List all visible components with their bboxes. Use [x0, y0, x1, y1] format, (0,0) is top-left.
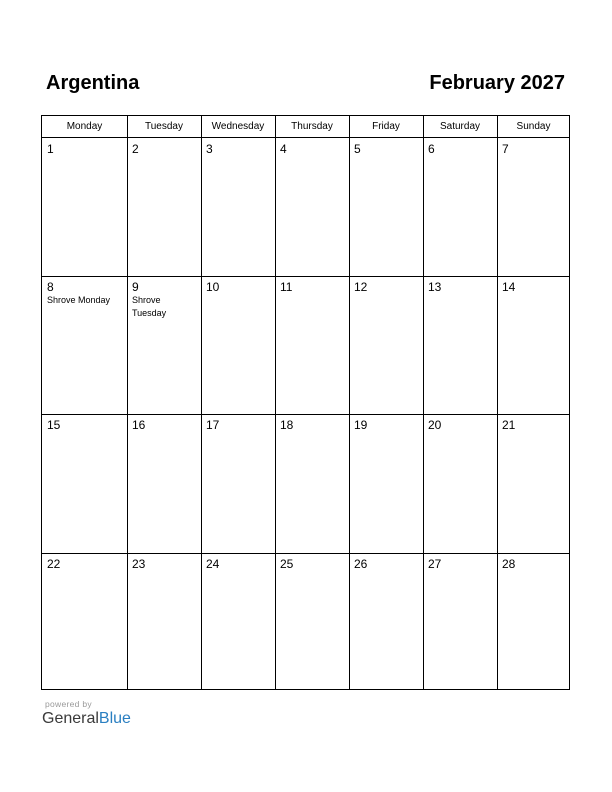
brand-general: General — [42, 710, 99, 727]
day-number: 1 — [47, 142, 54, 156]
weekday-header-monday: Monday — [66, 121, 103, 132]
weekday-header-tuesday: Tuesday — [145, 121, 183, 132]
day-number: 19 — [354, 418, 368, 432]
holiday-label: Shrove Tuesday — [132, 295, 167, 318]
day-cell[interactable] — [423, 414, 497, 553]
weekday-header-wednesday: Wednesday — [211, 121, 265, 132]
day-cell[interactable] — [423, 138, 497, 276]
day-cell[interactable] — [127, 414, 201, 553]
weekday-header-thursday: Thursday — [291, 121, 333, 132]
day-number: 11 — [280, 280, 293, 294]
day-cell[interactable] — [497, 414, 570, 553]
day-number: 14 — [502, 280, 516, 294]
powered-by-label: powered by — [45, 699, 92, 709]
brand-blue: Blue — [98, 710, 131, 727]
day-number: 15 — [47, 418, 61, 432]
calendar-grid — [41, 115, 570, 690]
day-number: 24 — [206, 557, 220, 571]
day-number: 6 — [428, 142, 435, 156]
day-number: 9 — [132, 280, 139, 294]
day-number: 20 — [428, 418, 442, 432]
day-number: 27 — [428, 557, 442, 571]
day-cell[interactable] — [497, 553, 570, 690]
day-number: 5 — [354, 142, 361, 156]
day-cell[interactable] — [349, 138, 423, 276]
day-cell[interactable] — [201, 553, 275, 690]
day-cell[interactable] — [42, 414, 127, 553]
day-cell[interactable] — [201, 276, 275, 414]
day-cell[interactable] — [497, 138, 570, 276]
day-cell[interactable] — [201, 138, 275, 276]
holiday-label: Shrove Monday — [47, 295, 111, 305]
day-number: 3 — [206, 142, 213, 156]
day-number: 22 — [47, 557, 61, 571]
day-number: 4 — [280, 142, 287, 156]
day-cell[interactable] — [42, 276, 127, 414]
day-cell[interactable] — [423, 276, 497, 414]
day-cell[interactable] — [42, 138, 127, 276]
day-cell[interactable] — [275, 414, 349, 553]
day-number: 23 — [132, 557, 146, 571]
weekday-header-friday: Friday — [372, 121, 400, 132]
day-cell[interactable] — [349, 276, 423, 414]
day-cell[interactable] — [349, 414, 423, 553]
day-number: 8 — [47, 280, 54, 294]
day-cell[interactable] — [275, 138, 349, 276]
day-cell[interactable] — [275, 276, 349, 414]
day-cell[interactable] — [349, 553, 423, 690]
weekday-header-sunday: Sunday — [516, 121, 551, 132]
day-number: 17 — [206, 418, 220, 432]
day-cell[interactable] — [127, 138, 201, 276]
day-number: 12 — [354, 280, 368, 294]
month-title: February 2027 — [429, 72, 565, 94]
day-cell[interactable] — [127, 276, 201, 414]
day-number: 26 — [354, 557, 368, 571]
day-number: 13 — [428, 280, 442, 294]
day-number: 16 — [132, 418, 146, 432]
day-cell[interactable] — [497, 276, 570, 414]
day-cell[interactable] — [423, 553, 497, 690]
day-cell[interactable] — [275, 553, 349, 690]
day-number: 18 — [280, 418, 294, 432]
day-number: 28 — [502, 557, 516, 571]
weekday-header-saturday: Saturday — [439, 121, 481, 132]
day-number: 25 — [280, 557, 294, 571]
day-cell[interactable] — [42, 553, 127, 690]
day-number: 21 — [502, 418, 516, 432]
day-cell[interactable] — [127, 553, 201, 690]
day-number: 10 — [206, 280, 220, 294]
day-number: 2 — [132, 142, 139, 156]
country-title: Argentina — [46, 72, 140, 94]
weekday-header-row — [42, 116, 569, 138]
generalblue-logo[interactable] — [42, 710, 131, 728]
day-cell[interactable] — [201, 414, 275, 553]
day-number: 7 — [502, 142, 509, 156]
